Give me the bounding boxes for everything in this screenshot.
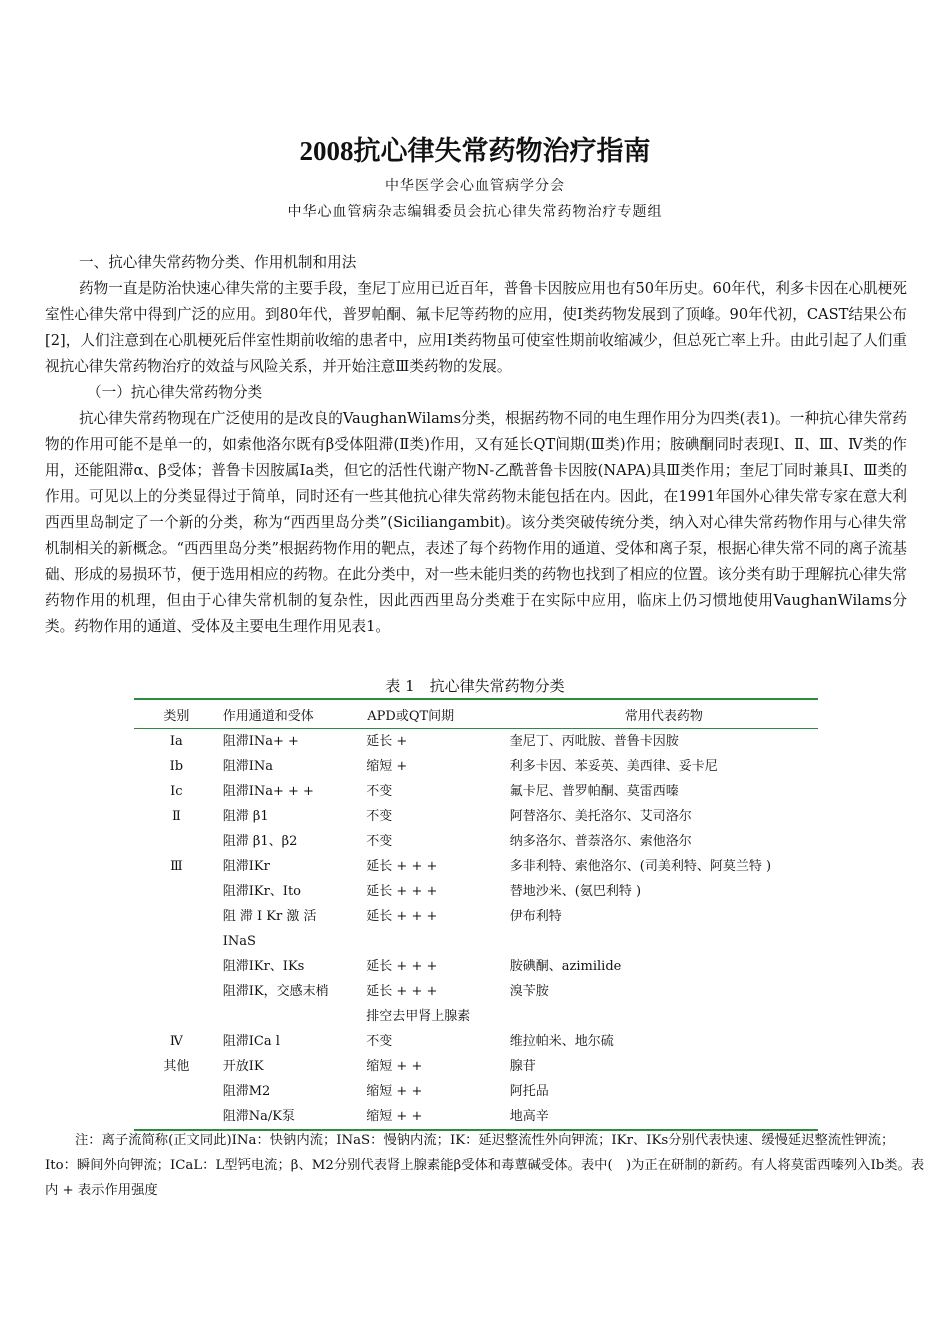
cell-apd: 延长 + + + [366, 884, 438, 899]
cell-class [134, 879, 219, 904]
cell-drugs: 利多卡因、苯妥英、美西律、妥卡尼 [509, 759, 718, 774]
cell-apd: 不变 [366, 1034, 393, 1049]
table-row [134, 754, 818, 779]
cell-class [134, 1004, 219, 1029]
cell-class [134, 979, 219, 1004]
cell-channel: 阻滞ⅠKr [222, 859, 270, 874]
cell-channel: 阻滞ⅠNa+ + [222, 734, 299, 749]
subsection-heading: （一）抗心律失常药物分类 [87, 384, 263, 401]
cell-apd: 缩短 + + [366, 1109, 423, 1124]
cell-channel: 阻滞ⅠKr、Ⅰto [222, 884, 301, 899]
cell-class [134, 1104, 219, 1130]
cell-class: Ⅰc [170, 784, 183, 799]
header-class: 类别 [163, 708, 190, 724]
cell-class [134, 904, 219, 929]
cell-class: Ⅰb [169, 759, 184, 774]
table-row [134, 1079, 818, 1104]
table-row [134, 829, 818, 854]
table-row [134, 1104, 818, 1130]
cell-apd: 缩短 + + [366, 1059, 423, 1074]
cell-apd: 缩短 + + [366, 1084, 423, 1099]
table-row [134, 779, 818, 804]
cell-apd: 排空去甲肾上腺素 [366, 1009, 471, 1024]
cell-drugs: 奎尼丁、丙吡胺、普鲁卡因胺 [509, 734, 679, 749]
cell-channel: 阻滞ⅠCa l [222, 1034, 280, 1049]
cell-class [134, 929, 219, 954]
cell-drugs: 阿托品 [509, 1084, 549, 1099]
cell-drugs: 溴苄胺 [509, 984, 549, 999]
cell-class: 其他 [163, 1059, 190, 1074]
cell-class: Ⅱ [171, 809, 181, 824]
table-row [134, 854, 818, 879]
cell-drugs: 多非利特、索他洛尔、(司美利特、阿莫兰特 ) [509, 859, 772, 874]
cell-drugs [510, 1004, 818, 1029]
cell-drugs: 地高辛 [509, 1109, 549, 1124]
cell-apd: 延长 + + + [366, 959, 438, 974]
cell-class [134, 829, 219, 854]
cell-drugs: 替地沙米、(氨巴利特 ) [509, 884, 642, 899]
cell-apd: 延长 + + + [366, 984, 438, 999]
cell-class [134, 1079, 219, 1104]
cell-channel: 阻滞M2 [222, 1084, 271, 1099]
table-row [134, 804, 818, 829]
header-drugs: 常用代表药物 [624, 708, 703, 724]
cell-class [134, 954, 219, 979]
table-note [45, 1128, 925, 1203]
cell-channel: 阻滞ⅠK，交感末梢 [222, 984, 329, 999]
header-apd: APD或QT间期 [367, 708, 455, 724]
paragraph-classification: 抗心律失常药物现在广泛使用的是改良的VaughanWilams分类，根据药物不同的电生理作用分为四类(表1)。一种抗心律失常药物的作用可能不是单一的，如索他洛尔既有β受体阻滞(Ⅱ类)作用，又有延长QT间期(Ⅲ类)作用；胺碘酮同时表现Ⅰ、Ⅱ、Ⅲ、Ⅳ类的作用，还能阻滞α、β受体；普鲁卡因胺属Ⅰa类，但它的活性代谢产物N-乙酰普鲁卡因胺(NAPA)具Ⅲ类作用；奎尼丁同时兼具Ⅰ、Ⅲ类的作用。可见以上的分类显得过于简单，同时还有一些其他抗心律失常药物未能包括在内。因此，在1991年国外心律失常专家在意大利西西里岛制定了一个新的分类，称为“西西里岛分类”(Siciliangambit)。该分类突破传统分类，纳入对心律失常药物作用与心律失常机制相关的新概念。“西西里岛分类”根据药物作用的靶点，表述了每个药物作用的通道、受体和离子泵，根据心律失常不同的离子流基础、形成的易损环节，便于选用相应的药物。在此分类中，对一些未能归类的药物也找到了相应的位置。该分类有助于理解抗心律失常药物作用的机理，但由于心律失常机制的复杂性，因此西西里岛分类难于在实际中应用，临床上仍习惯地使用VaughanWilams分类。药物作用的通道、受体及主要电生理作用见表1。 [45, 410, 907, 635]
table-row [134, 729, 818, 755]
cell-channel: 阻滞ⅠNa+ + + [222, 784, 314, 799]
header-channel: 作用通道和受体 [222, 708, 314, 724]
cell-apd: 缩短 + [366, 759, 408, 774]
cell-drugs: 氟卡尼、普罗帕酮、莫雷西嗪 [509, 784, 679, 799]
cell-apd: 不变 [366, 834, 393, 849]
cell-apd: 延长 + [366, 734, 408, 749]
cell-drugs: 维拉帕米、地尔硫 [509, 1034, 614, 1049]
cell-drugs: 阿替洛尔、美托洛尔、艾司洛尔 [509, 809, 692, 824]
cell-apd: 延长 + + + [366, 909, 438, 924]
cell-drugs: 纳多洛尔、普萘洛尔、索他洛尔 [509, 834, 692, 849]
cell-apd: 不变 [366, 784, 393, 799]
cell-apd [366, 929, 509, 954]
cell-channel [219, 1004, 367, 1029]
table-row [134, 979, 818, 1004]
drug-classification-table [134, 698, 818, 1131]
author-committee: 中华心血管病杂志编辑委员会抗心律失常药物治疗专题组 [287, 204, 663, 220]
cell-class: Ⅰa [169, 734, 183, 749]
table-note-text: 注：离子流简称(正文同此)INa：快钠内流；ⅠNaS：慢钠内流；ⅠK：延迟整流性外向钾流；ⅠKr、ⅠKs分别代表快速、缓慢延迟整流性钾流；Ⅰto：瞬间外向钾流；ⅠCaL：L型钙电流；β、M2分别代表肾上腺素能β受体和毒蕈碱受体。表中( )为正在研制的新药。有人将莫雷西嗪列入Ⅰb类。表内 + 表示作用强度 [45, 1133, 925, 1198]
cell-channel: 阻 滞 Ⅰ Kr 激 活 [222, 909, 317, 924]
cell-channel: 开放ⅠK [222, 1059, 264, 1074]
body-text [45, 250, 907, 640]
section-heading: 一、抗心律失常药物分类、作用机制和用法 [79, 254, 357, 271]
cell-drugs: 伊布利特 [509, 909, 562, 924]
paragraph-history: 药物一直是防治快速心律失常的主要手段，奎尼丁应用已近百年，普鲁卡因胺应用也有50年历史。60年代，利多卡因在心肌梗死室性心律失常中得到广泛的应用。到80年代，普罗帕酮、氟卡尼等药物的应用，使Ⅰ类药物发展到了顶峰。90年代初，CAST结果公布[2]，人们注意到在心肌梗死后伴室性期前收缩的患者中，应用Ⅰ类药物虽可使室性期前收缩减少，但总死亡率上升。由此引起了人们重视抗心律失常药物治疗的效益与风险关系，并开始注意Ⅲ类药物的发展。 [45, 280, 907, 375]
table-row [134, 904, 818, 929]
cell-apd: 不变 [366, 809, 393, 824]
cell-channel: 阻滞ⅠKr、ⅠKs [222, 959, 305, 974]
table-caption: 表 1 抗心律失常药物分类 [385, 677, 565, 695]
table-row [134, 954, 818, 979]
cell-channel: ⅠNaS [222, 934, 256, 949]
cell-class: Ⅲ [170, 859, 183, 874]
cell-channel: 阻滞ⅠNa [222, 759, 274, 774]
author-organization: 中华医学会心血管病学分会 [385, 178, 565, 194]
table-row [134, 929, 818, 954]
cell-channel: 阻滞Na/K泵 [222, 1109, 295, 1124]
cell-drugs: 胺碘酮、azimilide [509, 959, 622, 974]
cell-channel: 阻滞 β1 [222, 809, 269, 824]
cell-apd: 延长 + + + [366, 859, 438, 874]
cell-channel: 阻滞 β1、β2 [222, 834, 298, 849]
cell-drugs [510, 929, 818, 954]
cell-drugs: 腺苷 [509, 1059, 536, 1074]
table-row [134, 1054, 818, 1079]
document-title: 2008抗心律失常药物治疗指南 [299, 136, 651, 166]
table-row [134, 1004, 818, 1029]
table-header-row [134, 699, 818, 729]
table-row [134, 1029, 818, 1054]
table-row [134, 879, 818, 904]
cell-class: Ⅳ [169, 1034, 183, 1049]
